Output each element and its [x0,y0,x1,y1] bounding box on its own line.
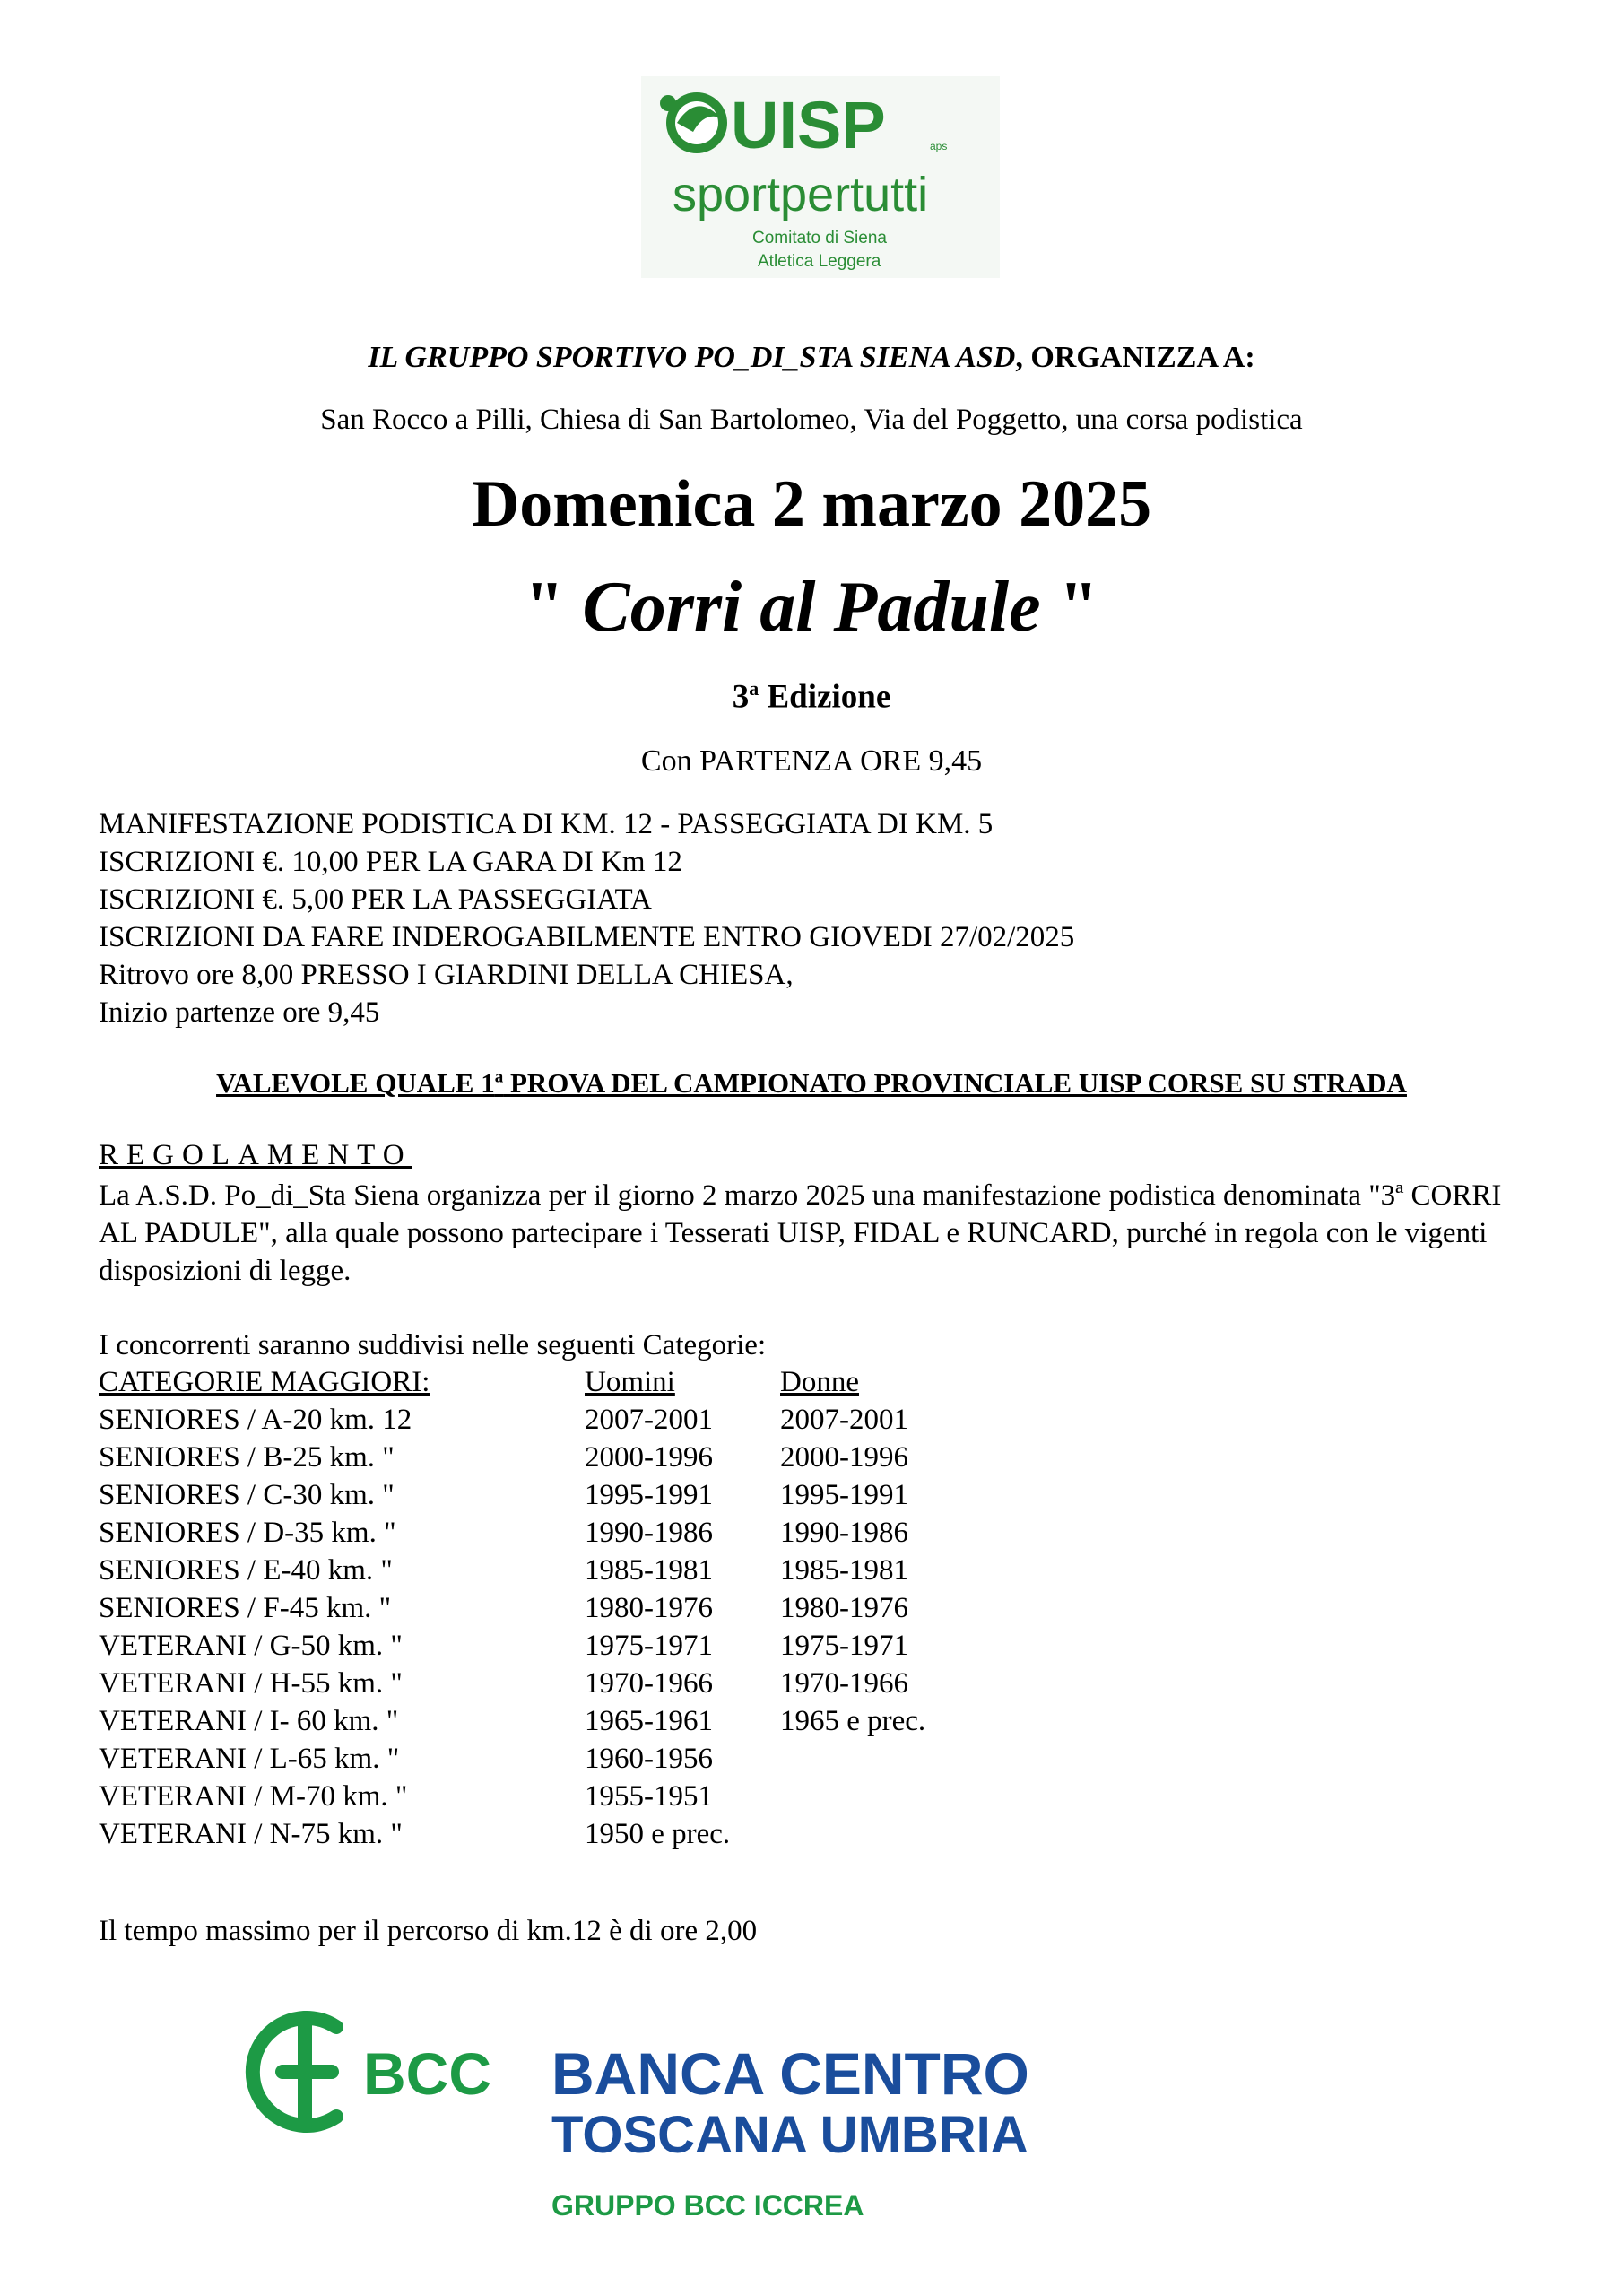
organizer-name: IL GRUPPO SPORTIVO PO_DI_STA SIENA ASD [368,341,1016,374]
women-years-cell [780,1778,1004,1815]
table-row [99,1589,1004,1627]
table-row [99,1815,1004,1853]
men-years-cell: 2000-1996 [585,1441,713,1474]
uisp-tagline: sportpertutti [673,168,929,222]
women-years-cell: 2007-2001 [780,1404,908,1436]
men-years-cell: 1980-1976 [585,1592,713,1624]
table-row [99,1778,1004,1815]
edition-label: Edizione [759,678,891,716]
women-years-cell: 1985-1981 [780,1554,908,1587]
bank-group: GRUPPO BCC ICCREA [551,2189,864,2222]
edition-line [0,677,1623,716]
validity-pre: VALEVOLE QUALE 1 [216,1067,495,1099]
men-years-cell: 1950 e prec. [585,1818,731,1850]
women-years-cell: 1995-1991 [780,1479,908,1511]
women-years-cell: 2000-1996 [780,1441,908,1474]
regolamento-title: REGOLAMENTO [99,1139,412,1171]
women-years-cell [780,1740,1004,1778]
men-years-cell: 1975-1971 [585,1630,713,1662]
category-cell: VETERANI / N-75 km. " [99,1818,403,1850]
table-row [99,1740,1004,1778]
uisp-brand: UISP [731,88,886,162]
women-years-cell: 1975-1971 [780,1630,908,1662]
validity-sup: a [494,1067,504,1087]
race-open-quote: " [524,568,583,647]
women-years-cell: 1990-1986 [780,1517,908,1549]
validity-post: PROVA DEL CAMPIONATO PROVINCIALE UISP CORSE SU STRADA [503,1067,1407,1099]
women-years-cell [780,1815,1004,1853]
category-cell: VETERANI / G-50 km. " [99,1630,403,1662]
men-years-cell: 1970-1966 [585,1667,713,1700]
categories-intro: I concorrenti saranno suddivisi nelle seguenti Categorie: [99,1329,767,1361]
header-category: CATEGORIE MAGGIORI: [99,1366,430,1398]
bcc-mark-text: BCC [363,2040,491,2107]
organizer-action: , ORGANIZZA A: [1015,341,1255,374]
bcc-mark-icon [253,2018,336,2126]
men-years-cell: 1990-1986 [585,1517,713,1549]
edition-sup: a [749,677,759,700]
category-cell: SENIORES / B-25 km. " [99,1441,395,1474]
table-row [99,1665,1004,1702]
info-line: Inizio partenze ore 9,45 [99,996,380,1029]
men-years-cell: 2007-2001 [585,1404,713,1436]
men-years-cell: 1985-1981 [585,1554,713,1587]
category-cell: VETERANI / M-70 km. " [99,1780,408,1813]
uisp-committee: Comitato di Siena [752,229,887,248]
info-line: ISCRIZIONI DA FARE INDEROGABILMENTE ENTRO GIOVEDI 27/02/2025 [99,921,1075,953]
header-men: Uomini [585,1366,675,1398]
men-years-cell: 1965-1961 [585,1705,713,1737]
table-row [99,1476,1004,1514]
uisp-discipline: Atletica Leggera [758,252,881,271]
men-years-cell: 1955-1951 [585,1780,713,1813]
bcc-logo [242,1991,1139,2224]
table-row [99,1514,1004,1552]
info-block [99,805,1074,1031]
info-line: Ritrovo ore 8,00 PRESSO I GIARDINI DELLA CHIESA, [99,959,794,991]
edition-number: 3 [732,678,750,716]
bank-name-line2: TOSCANA UMBRIA [551,2106,1028,2164]
table-row [99,1702,1004,1740]
table-row [99,1439,1004,1476]
race-name [0,567,1623,648]
event-date-title: Domenica 2 marzo 2025 [471,467,1152,541]
category-cell: VETERANI / I- 60 km. " [99,1705,399,1737]
info-line: ISCRIZIONI €. 5,00 PER LA PASSEGGIATA [99,883,652,916]
bank-name-line1: BANCA CENTRO [551,2040,1029,2107]
start-time: Con PARTENZA ORE 9,45 [640,744,983,778]
category-cell: VETERANI / L-65 km. " [99,1743,400,1775]
category-cell: VETERANI / H-55 km. " [99,1667,403,1700]
category-cell: SENIORES / E-40 km. " [99,1554,393,1587]
championship-validity [0,1067,1623,1100]
men-years-cell: 1995-1991 [585,1479,713,1511]
header-women: Donne [780,1366,859,1398]
women-years-cell: 1965 e prec. [780,1705,926,1737]
regolamento-body: La A.S.D. Po_di_Sta Siena organizza per il giorno 2 marzo 2025 una manifestazione podistica denominata "3ª CORRI AL PADULE", alla quale possono partecipare i Tesserati UISP, FIDAL e RUNCARD, purché in regola con le vigenti disposizioni di legge. [99,1179,1502,1287]
category-cell: SENIORES / A-20 km. 12 [99,1404,412,1436]
info-line: MANIFESTAZIONE PODISTICA DI KM. 12 - PASSEGGIATA DI KM. 5 [99,808,994,840]
categories-table [99,1363,1004,1853]
table-row [99,1627,1004,1665]
race-name-text: Corri al Padule [582,568,1041,647]
table-row [99,1401,1004,1439]
categories-header-row [99,1363,1004,1401]
uisp-brand-suffix: aps [930,140,948,152]
organizer-line [0,341,1623,375]
event-location: San Rocco a Pilli, Chiesa di San Bartolomeo, Via del Poggetto, una corsa podistica [320,404,1303,436]
men-years-cell: 1960-1956 [585,1743,713,1775]
table-row [99,1552,1004,1589]
category-cell: SENIORES / C-30 km. " [99,1479,395,1511]
uisp-logo [641,76,1000,278]
category-cell: SENIORES / F-45 km. " [99,1592,392,1624]
max-time-note: Il tempo massimo per il percorso di km.12 è di ore 2,00 [99,1915,758,1947]
women-years-cell: 1970-1966 [780,1667,908,1700]
category-cell: SENIORES / D-35 km. " [99,1517,396,1549]
info-line: ISCRIZIONI €. 10,00 PER LA GARA DI Km 12 [99,846,682,878]
race-close-quote: " [1040,568,1098,647]
women-years-cell: 1980-1976 [780,1592,908,1624]
